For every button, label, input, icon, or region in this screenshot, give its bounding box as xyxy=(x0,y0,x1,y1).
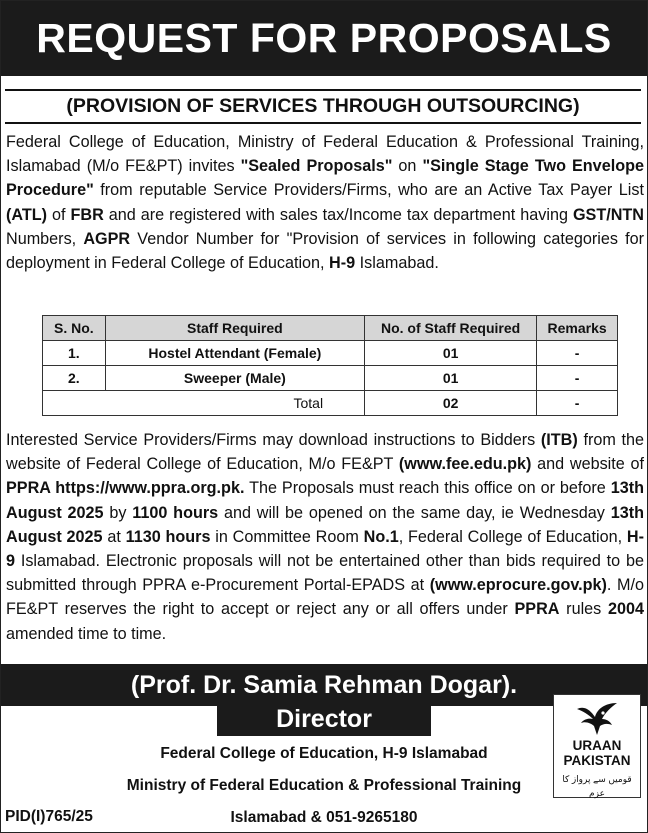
uraan-pakistan-logo xyxy=(553,694,641,798)
logo-text-line1: URAAN xyxy=(572,738,622,753)
cell-sno: 1. xyxy=(43,341,106,366)
cell-remarks: - xyxy=(537,366,618,391)
table-header-row xyxy=(43,316,618,341)
logo-text-line2: PAKISTAN xyxy=(563,753,631,768)
cell-count: 01 xyxy=(365,341,537,366)
cell-staff: Hostel Attendant (Female) xyxy=(105,341,364,366)
address-line-3: Islamabad & 051-9265180 xyxy=(230,809,418,826)
column-header-remarks: Remarks xyxy=(537,316,618,341)
staff-table xyxy=(42,315,618,416)
intro-paragraph: Federal College of Education, Ministry of Federal Education & Professional Training, Islamabad (M/o FE&PT) invites "Sealed Proposals" on "Single Stage Two Envelope Procedure" from reputable Service Providers/Firms, who are an Active Tax Payer List (ATL) of FBR and are registered with sales tax/Income tax department having GST/NTN Numbers, AGPR Vendor Number for "Provision of services in following categories for deployment in Federal College of Education, H-9 Islamabad. xyxy=(6,133,644,273)
logo-tagline: قومیں سے پرواز کا عزم xyxy=(562,774,632,798)
cell-count: 01 xyxy=(365,366,537,391)
cell-sno: 2. xyxy=(43,366,106,391)
page-title: REQUEST FOR PROPOSALS xyxy=(1,1,647,76)
table-row xyxy=(43,341,618,366)
signer-designation: Director xyxy=(276,705,372,733)
pid-number: PID(I)765/25 xyxy=(5,808,93,825)
eagle-icon xyxy=(575,701,619,737)
column-header-sno: S. No. xyxy=(43,316,106,341)
table-row xyxy=(43,366,618,391)
table-total-row xyxy=(43,391,618,416)
total-count: 02 xyxy=(365,391,537,416)
page-subtitle: (PROVISION OF SERVICES THROUGH OUTSOURCING) xyxy=(5,89,641,124)
cell-remarks: - xyxy=(537,341,618,366)
column-header-staff: Staff Required xyxy=(105,316,364,341)
address-line-1: Federal College of Education, H-9 Islamabad xyxy=(160,745,488,762)
column-header-count: No. of Staff Required xyxy=(365,316,537,341)
details-paragraph: Interested Service Providers/Firms may download instructions to Bidders (ITB) from the website of Federal College of Education, M/o FE&PT (www.fee.edu.pk) and website of PPRA https://www.ppra.org.pk. The Proposals must reach this office on or before 13th August 2025 by 1100 hours and will be opened on the same day, ie Wednesday 13th August 2025 at 1130 hours in Committee Room No.1, Federal College of Education, H-9 Islamabad. Electronic proposals will not be entertained other than bids required to be submitted through PPRA e-Procurement Portal-EPADS at (www.eprocure.gov.pk). M/o FE&PT reserves the right to accept or reject any or all offers under PPRA rules 2004 amended time to time. xyxy=(6,431,645,643)
cell-staff: Sweeper (Male) xyxy=(105,366,364,391)
total-remarks: - xyxy=(537,391,618,416)
signer-name: (Prof. Dr. Samia Rehman Dogar). xyxy=(130,671,518,699)
address-line-2: Ministry of Federal Education & Professional Training xyxy=(126,777,522,794)
total-label: Total xyxy=(43,391,365,416)
